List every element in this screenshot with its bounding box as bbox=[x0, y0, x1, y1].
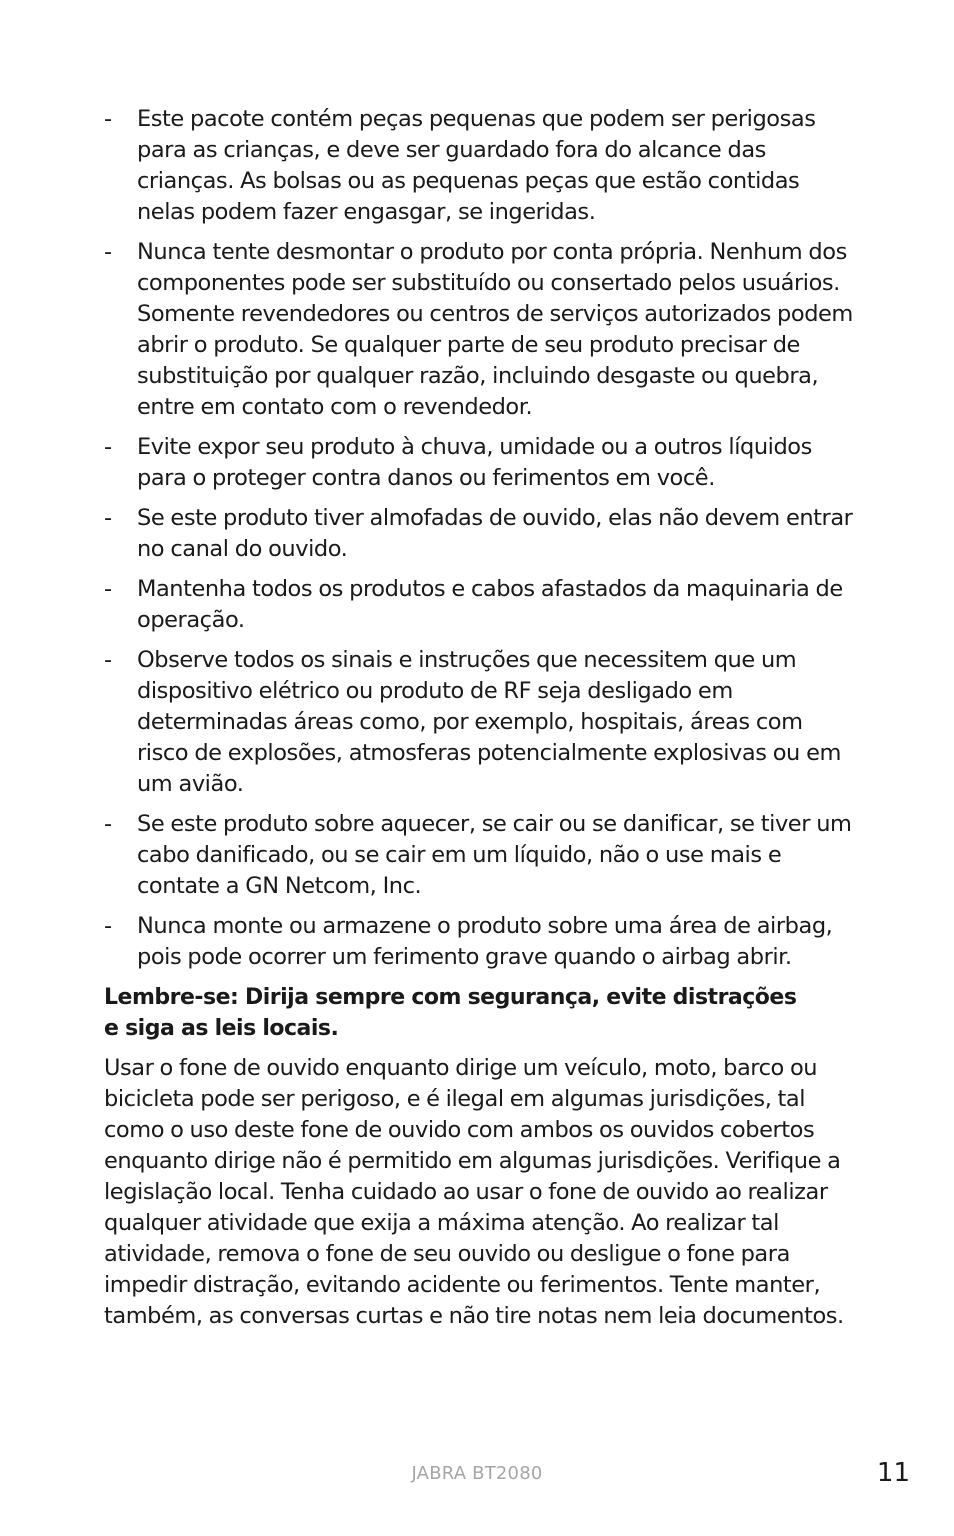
bullet-text: Nunca monte ou armazene o produto sobre uma área de airbag, pois pode ocorrer um ferimento grave quando o airbag abrir. bbox=[137, 913, 833, 970]
bullet-item-overheat bbox=[104, 809, 854, 902]
bullet-text: Evite expor seu produto à chuva, umidade ou a outros líquidos para o proteger contra danos ou ferimentos em você. bbox=[137, 434, 812, 491]
bullet-dash: - bbox=[104, 913, 112, 939]
page-number: 11 bbox=[876, 1458, 910, 1488]
bullet-item-small-parts bbox=[104, 104, 854, 228]
bullet-item-machinery bbox=[104, 574, 854, 636]
bullet-dash: - bbox=[104, 239, 112, 265]
bullet-text: Este pacote contém peças pequenas que podem ser perigosas para as crianças, e deve ser guardado fora do alcance das crianças. As bolsas ou as pequenas peças que estão contidas nelas podem fazer engasgar, se ingeridas. bbox=[137, 106, 816, 225]
section-heading: Lembre-se: Dirija sempre com segurança, evite distrações e siga as leis locais. bbox=[104, 985, 797, 1041]
bullet-text: Se este produto tiver almofadas de ouvido, elas não devem entrar no canal do ouvido. bbox=[137, 505, 853, 562]
bullet-text: Nunca tente desmontar o produto por conta própria. Nenhum dos componentes pode ser substituído ou consertado pelos usuários. Somente revendedores ou centros de serviços autorizados podem abrir o produto. Se qualquer parte de seu produto precisar de substituição por qualquer razão, incluindo desgaste ou quebra, entre em contato com o revendedor. bbox=[137, 239, 853, 420]
bullet-item-ear-cushions bbox=[104, 503, 854, 565]
bullet-text: Se este produto sobre aquecer, se cair ou se danificar, se tiver um cabo danificado, ou se cair em um líquido, não o use mais e contate a GN Netcom, Inc. bbox=[137, 811, 852, 899]
bullet-dash: - bbox=[104, 434, 112, 460]
bullet-text: Observe todos os sinais e instruções que necessitem que um dispositivo elétrico ou produto de RF seja desligado em determinadas áreas como, por exemplo, hospitais, áreas com risco de explosões, atmosferas potencialmente explosivas ou em um avião. bbox=[137, 647, 841, 797]
bullet-dash: - bbox=[104, 106, 112, 132]
safety-bullet-list bbox=[104, 104, 854, 973]
page-content bbox=[104, 104, 854, 1332]
bullet-text: Mantenha todos os produtos e cabos afastados da maquinaria de operação. bbox=[137, 576, 843, 633]
bullet-item-rf-signs bbox=[104, 645, 854, 800]
bullet-dash: - bbox=[104, 811, 112, 837]
bullet-item-airbag bbox=[104, 911, 854, 973]
body-paragraph: Usar o fone de ouvido enquanto dirige um veículo, moto, barco ou bicicleta pode ser perigoso, e é ilegal em algumas jurisdições, tal como o uso deste fone de ouvido com ambos os ouvidos cobertos enquanto dirige não é permitido em algumas jurisdições. Verifique a legislação local. Tenha cuidado ao usar o fone de ouvido ao realizar qualquer atividade que exija a máxima atenção. Ao realizar tal atividade, remova o fone de seu ouvido ou desligue o fone para impedir distração, evitando acidente ou ferimentos. Tente manter, também, as conversas curtas e não tire notas nem leia documentos. bbox=[104, 1055, 844, 1329]
bullet-item-disassembly bbox=[104, 237, 854, 423]
bullet-item-liquids bbox=[104, 432, 854, 494]
footer-product-name: JABRA BT2080 bbox=[411, 1463, 543, 1484]
bullet-dash: - bbox=[104, 647, 112, 673]
bullet-dash: - bbox=[104, 576, 112, 602]
bullet-dash: - bbox=[104, 505, 112, 531]
